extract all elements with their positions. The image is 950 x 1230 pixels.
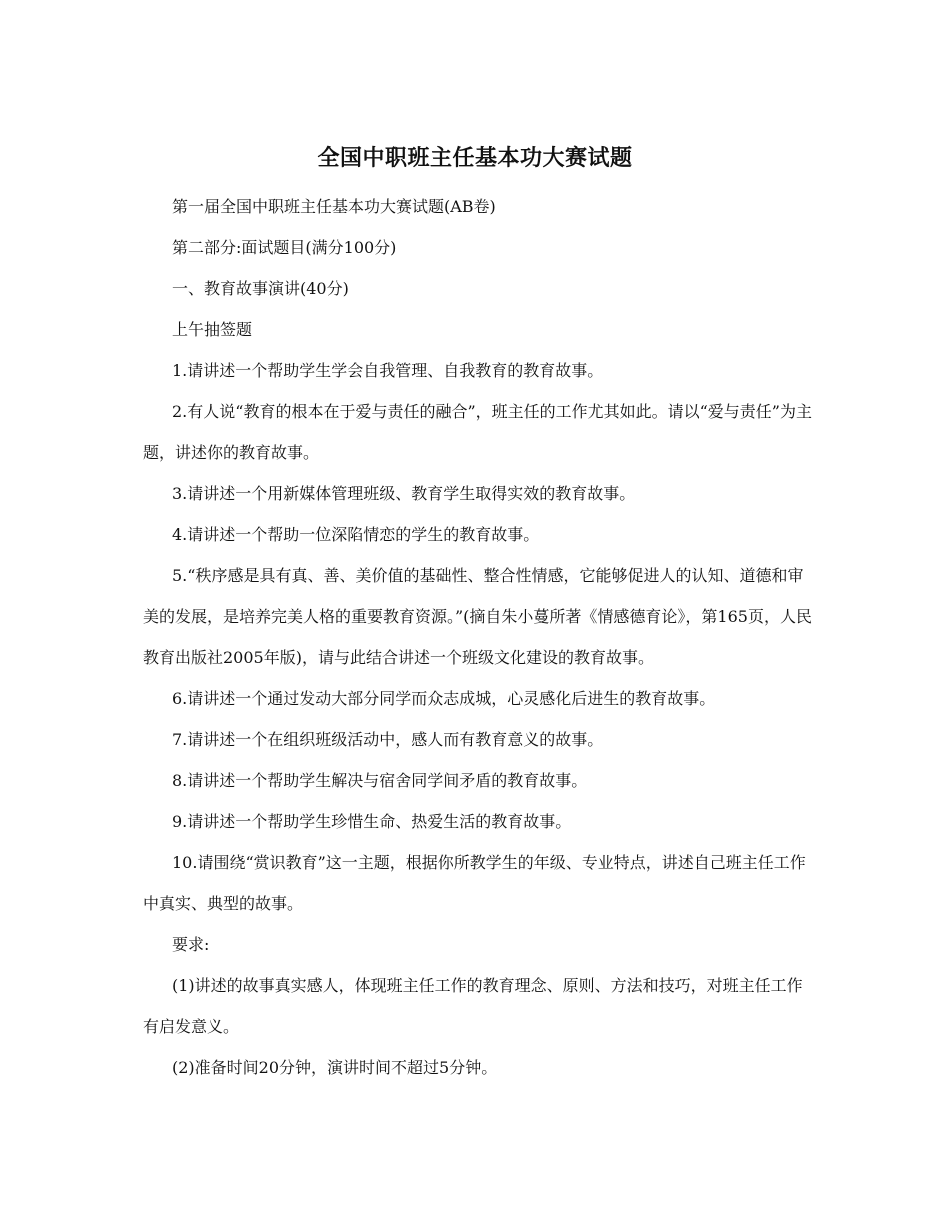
document-title: 全国中职班主任基本功大赛试题 — [317, 145, 633, 171]
question-8: 8.请讲述一个帮助学生解决与宿舍同学间矛盾的教育故事。 — [172, 771, 588, 790]
document-body — [143, 186, 813, 1088]
paragraph-part-two: 第二部分:面试题目(满分100分) — [172, 238, 397, 257]
question-9: 9.请讲述一个帮助学生珍惜生命、热爱生活的教育故事。 — [172, 812, 572, 831]
question-3: 3.请讲述一个用新媒体管理班级、教育学生取得实效的教育故事。 — [172, 484, 636, 503]
question-10: 10.请围绕“赏识教育”这一主题，根据你所教学生的年级、专业特点，讲述自己班主任工作中真实、典型的故事。 — [143, 853, 806, 913]
requirement-1: (1)讲述的故事真实感人，体现班主任工作的教育理念、原则、方法和技巧，对班主任工作有启发意义。 — [143, 976, 803, 1036]
question-4: 4.请讲述一个帮助一位深陷情恋的学生的教育故事。 — [172, 525, 540, 544]
paragraph-edition: 第一届全国中职班主任基本功大赛试题(AB卷) — [172, 197, 496, 216]
question-6: 6.请讲述一个通过发动大部分同学而众志成城，心灵感化后进生的教育故事。 — [172, 689, 716, 708]
question-7: 7.请讲述一个在组织班级活动中，感人而有教育意义的故事。 — [172, 730, 604, 749]
paragraph-section-one: 一、教育故事演讲(40分) — [172, 279, 349, 298]
question-2: 2.有人说“教育的根本在于爱与责任的融合”，班主任的工作尤其如此。请以“爱与责任”为主题，讲述你的教育故事。 — [143, 402, 812, 462]
question-1: 1.请讲述一个帮助学生学会自我管理、自我教育的教育故事。 — [172, 361, 604, 380]
requirement-2: (2)准备时间20分钟，演讲时间不超过5分钟。 — [172, 1058, 498, 1077]
question-5: 5.“秩序感是具有真、善、美价值的基础性、整合性情感，它能够促进人的认知、道德和审美的发展，是培养完美人格的重要教育资源。”(摘自朱小蔓所著《情感德育论》，第165页，人民教育出版社2005年版)，请与此结合讲述一个班级文化建设的教育故事。 — [143, 566, 812, 667]
requirements-heading: 要求: — [172, 935, 210, 954]
paragraph-morning-draw: 上午抽签题 — [172, 320, 253, 339]
